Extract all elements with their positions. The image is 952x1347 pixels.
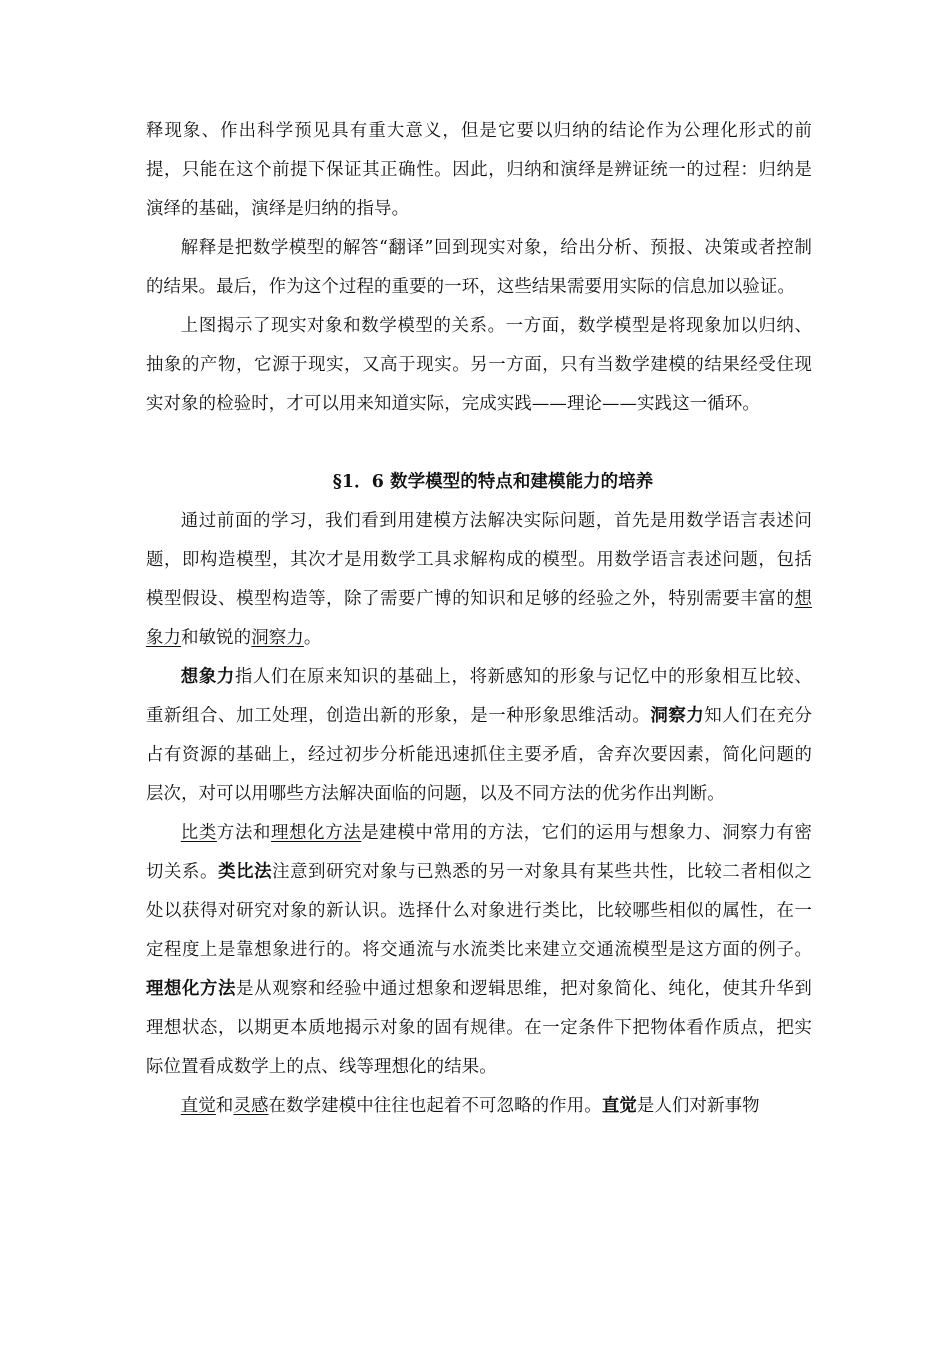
text-run: 注意到研究对象与已熟悉的另一对象具有某些共性，比较二者相似之处以获得对研究对象的新认识。选择什么对象进行类比，比较哪些相似的属性，在一定程度上是靠想象进行的。将交通流与水流类比来建立交通流模型是这方面的例子。 — [146, 862, 813, 960]
text-run: 指人们在原来知识的基础上，将新感知的形象与记忆中的形象相互比较、重新组合、加工处理，创造出新的形象，是一种形象思维活动。 — [146, 667, 812, 726]
text-run: 方法和 — [216, 823, 272, 843]
term-inspiration-underlined: 灵感 — [233, 1096, 269, 1116]
text-run: 是人们对新事物 — [636, 1096, 760, 1116]
term-analogy-underlined: 比类 — [180, 823, 217, 843]
term-idealization-bold: 理想化方法 — [146, 979, 237, 999]
term-analogy-bold: 类比法 — [218, 862, 273, 882]
text-run: 是从观察和经验中通过想象和逻辑思维，把对象简化、纯化，使其升华到理想状态，以期更本质地揭示对象的固有规律。在一定条件下把物体看作质点，把实际位置看成数学上的点、线等理想化的结果。 — [146, 979, 812, 1077]
text-run: 在数学建模中往往也起着不可忽略的作用。 — [268, 1096, 602, 1116]
term-insight-underlined: 洞察力 — [251, 628, 304, 648]
term-intuition-bold: 直觉 — [601, 1096, 637, 1116]
paragraph-interpretation: 解释是把数学模型的解答“翻译”回到现实对象，给出分析、预报、决策或者控制的结果。最后，作为这个过程的重要的一环，这些结果需要用实际的信息加以验证。 — [146, 238, 812, 297]
paragraph-intuition-inspiration — [146, 1087, 812, 1126]
section-title: §1．6 数学模型的特点和建模能力的培养 — [332, 472, 654, 492]
text-run: 知人们在充分占有资源的基础上，经过初步分析能迅速抓住主要矛盾，舍弃次要因素，简化问题的层次，对可以用哪些方法解决面临的问题，以及不同方法的优劣作出判断。 — [146, 706, 813, 804]
text-run: 是建模中常用的方法，它们的运用与想象力、洞察力有密切关系。 — [146, 823, 812, 882]
paragraph-reality-model-relation: 上图揭示了现实对象和数学模型的关系。一方面，数学模型是将现象加以归纳、抽象的产物，它源于现实，又高于现实。另一方面，只有当数学建模的结果经受住现实对象的检验时，才可以用来知道实际，完成实践——理论——实践这一循环。 — [146, 316, 812, 414]
term-insight-bold: 洞察力 — [650, 706, 705, 726]
document-body — [146, 112, 812, 1126]
term-intuition-underlined: 直觉 — [180, 1096, 216, 1116]
paragraph-analogy-idealization — [146, 814, 812, 1087]
text-run: 和敏锐的 — [181, 628, 252, 648]
text-run: 和 — [215, 1096, 234, 1116]
term-idealization-underlined: 理想化方法 — [271, 823, 362, 843]
term-imagination-underlined: 想象力 — [146, 589, 812, 648]
text-run: 。 — [303, 628, 322, 648]
paragraph-modeling-ability — [146, 502, 812, 658]
paragraph-imagination-insight — [146, 658, 812, 814]
paragraph-induction-deduction: 释现象、作出科学预见具有重大意义，但是它要以归纳的结论作为公理化形式的前提，只能在这个前提下保证其正确性。因此，归纳和演绎是辨证统一的过程：归纳是演绎的基础，演绎是归纳的指导。 — [146, 121, 812, 219]
term-imagination-bold: 想象力 — [180, 667, 235, 687]
text-run: 通过前面的学习，我们看到用建模方法解决实际问题，首先是用数学语言表述问题，即构造模型，其次才是用数学工具求解构成的模型。用数学语言表述问题，包括模型假设、模型构造等，除了需要广博的知识和足够的经验之外，特别需要丰富的 — [146, 511, 812, 609]
